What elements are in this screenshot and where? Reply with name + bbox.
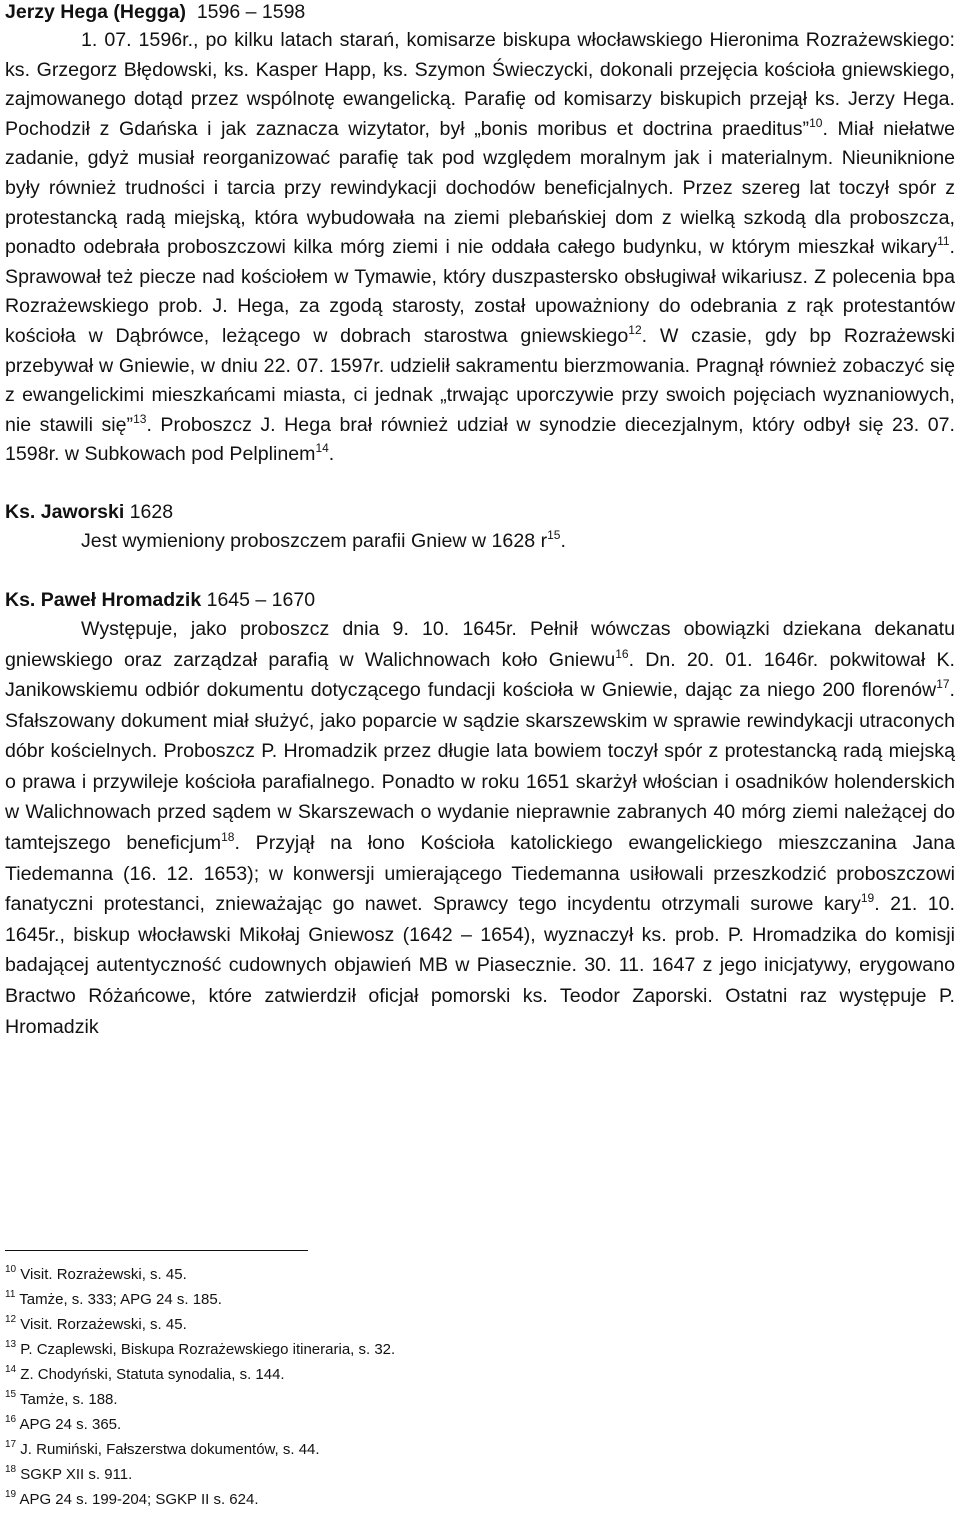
footnote-text: Tamże, s. 333; APG 24 s. 185. [15, 1291, 222, 1308]
paragraph-text: Występuje, jako proboszcz dnia 9. 10. 1645r. Pełnił wówczas obowiązki dziekana dekanatu gniewskiego oraz zarządzał parafią w Walichnowach koło Gniewu [5, 617, 955, 671]
footnote-ref[interactable]: 16 [615, 646, 629, 661]
footnote-text: P. Czaplewski, Biskupa Rozrażewskiego itineraria, s. 32. [16, 1341, 396, 1358]
footnote-ref[interactable]: 10 [809, 115, 823, 130]
footnote-ref[interactable]: 14 [315, 441, 329, 456]
footnote-number: 19 [5, 1489, 17, 1500]
paragraph-text: . Dn. 20. 01. 1646r. pokwitował K. Janikowskiemu odbiór dokumentu dotyczącego fundacji kościoła w Gniewie, dając za niego 200 florenów [5, 648, 955, 702]
footnote-text: Visit. Rozrażewski, s. 45. [16, 1266, 187, 1283]
paragraph-text: . W czasie, gdy bp Rozrażewski przebywał w Gniewie, w dniu 22. 07. 1597r. udzielił sakramentu bierzmowania. Pragnął również zobaczyć się z ewangelickimi mieszkańcami miasta, ci jednak „trwając uporczywie przy swoich pojęciach wyznaniowych, nie stawili się” [5, 324, 955, 436]
footnote-ref[interactable]: 18 [221, 830, 235, 845]
footnotes [5, 1262, 905, 1512]
footnote-text: Z. Chodyński, Statuta synodalia, s. 144. [16, 1366, 285, 1383]
section-heading-hromadzik [5, 586, 955, 614]
footnote-ref[interactable]: 12 [628, 322, 642, 337]
heading-name: Jaworski [40, 500, 125, 523]
section-heading-jaworski [5, 498, 955, 526]
paragraph-text: . Sprawował też piecze nad kościołem w Tymawie, który duszpastersko obsługiwał wikariusz. Z polecenia bpa Rozrażewskiego prob. J. Hega, za zgodą starosty, został upoważniony do odebrania z rąk protestantów kościoła w Dąbrówce, leżącego w dobrach starostwa gniewskiego [5, 236, 955, 347]
footnote-item [5, 1387, 905, 1412]
footnote-text: J. Rumiński, Fałszerstwa dokumentów, s. 44. [16, 1441, 320, 1458]
footnote-item [5, 1412, 905, 1437]
paragraph-text: . Sfałszowany dokument miał służyć, jako poparcie w sądzie skarszewskim w sprawie rewindykacji utraconych dóbr kościelnych. Proboszcz P. Hromadzik przez długie lata bowiem toczył spór z protestancką radą miejską o prawa i przywileje kościoła parafialnego. Ponadto w roku 1651 skarżył włościan i osadników holenderskich w Walichnowach przed sądem w Skarszewach o wydanie nieprawnie zabranych 40 mórg ziemi należącej do tamtejszego beneficjum [5, 679, 955, 855]
footnote-number: 11 [5, 1289, 16, 1300]
footnote-text: Tamże, s. 188. [16, 1391, 118, 1408]
footnote-item [5, 1437, 905, 1462]
footnote-ref[interactable]: 13 [133, 411, 147, 426]
heading-years: 1628 [129, 500, 174, 523]
heading-name: Jerzy Hega (Hegga) [5, 1, 186, 23]
footnote-ref[interactable]: 11 [937, 234, 950, 249]
paragraph-hega [5, 26, 955, 470]
footnote-number: 17 [5, 1439, 17, 1450]
footnote-text: APG 24 s. 199-204; SGKP II s. 624. [16, 1491, 259, 1508]
heading-name: Paweł Hromadzik [40, 588, 202, 611]
footnote-number: 10 [5, 1264, 17, 1275]
footnote-ref[interactable]: 17 [936, 677, 950, 692]
footnote-separator [5, 1250, 308, 1251]
paragraph-text: . Miał niełatwe zadanie, gdyż musiał reorganizować parafię tak pod względem moralnym jak i materialnym. Nieuniknione były również trudności i tarcia przy rewindykacji dochodów beneficjalnych. Przez szereg lat toczył spór z protestancką radą miejską, która wybudowała na ziemi plebańskiej dom z wielką szkodą dla proboszcza, ponadto odebrała proboszczowi kilka mórg ziemi i nie oddała całego budynku, w którym mieszkał wikary [5, 117, 955, 259]
heading-years: 1596 – 1598 [196, 1, 306, 23]
footnote-ref[interactable]: 19 [860, 891, 875, 906]
footnote-ref[interactable]: 15 [547, 527, 561, 542]
footnote-number: 18 [5, 1464, 17, 1475]
jaworski-text: Jest wymieniony proboszczem parafii Gniew w 1628 r [81, 529, 548, 552]
footnote-item [5, 1462, 905, 1487]
paragraph-text: 1. 07. 1596r., po kilku latach starań, komisarze biskupa włocławskiego Hieronima Rozrażewskiego: ks. Grzegorz Błędowski, ks. Kasper Happ, ks. Szymon Świeczycki, dokonali przejęcia kościoła gniewskiego, zajmowanego dotąd przez wspólnotę ewangelicką. Parafię od komisarzy biskupich przejął ks. Jerzy Hega. Pochodził z Gdańska i jak zaznacza wizytator, był „bonis moribus et doctrina praeditus” [5, 29, 955, 140]
footnote-number: 15 [5, 1389, 17, 1400]
paragraph-hromadzik [5, 614, 955, 1042]
paragraph-text: . [328, 443, 335, 466]
footnote-number: 16 [5, 1414, 17, 1425]
footnote-item [5, 1312, 905, 1337]
footnote-item [5, 1337, 905, 1362]
footnote-text: APG 24 s. 365. [16, 1416, 122, 1433]
jaworski-end: . [560, 529, 566, 552]
footnote-item [5, 1262, 905, 1287]
footnote-item [5, 1287, 905, 1312]
paragraph-text: . Proboszcz J. Hega brał również udział w synodzie diecezjalnym, który odbył się 23. 07. 1598r. w Subkowach pod Pelplinem [5, 413, 955, 466]
paragraph-jaworski [5, 526, 955, 556]
footnote-number: 12 [5, 1314, 17, 1325]
heading-prefix: Ks. [5, 588, 36, 611]
footnote-item [5, 1487, 905, 1512]
paragraph-text: . Przyjął na łono Kościoła katolickiego ewangelickiego mieszczanina Jana Tiedemanna (16. 12. 1653); w konwersji umierającego Tiedemanna usiłowali przeszkodzić proboszczowi fanatyczni protestanci, znieważając go nawet. Sprawcy tego incydentu otrzymali surowe kary [5, 832, 955, 916]
footnote-text: Visit. Rorzażewski, s. 45. [16, 1316, 187, 1333]
section-heading-hega [5, 0, 955, 26]
footnote-number: 13 [5, 1339, 17, 1350]
footnote-text: SGKP XII s. 911. [16, 1466, 133, 1483]
footnote-number: 14 [5, 1364, 17, 1375]
heading-prefix: Ks. [5, 500, 36, 523]
footnote-item [5, 1362, 905, 1387]
paragraph-text: . 21. 10. 1645r., biskup włocławski Mikołaj Gniewosz (1642 – 1654), wyznaczył ks. prob. P. Hromadzika do komisji badającej autentyczność cudownych objawień MB w Piasecznie. 30. 11. 1647 z jego inicjatywy, erygowano Bractwo Różańcowe, które zatwierdził oficjał pomorski ks. Teodor Zaporski. Ostatni raz występuje P. Hromadzik [5, 893, 955, 1038]
heading-years: 1645 – 1670 [206, 588, 316, 611]
